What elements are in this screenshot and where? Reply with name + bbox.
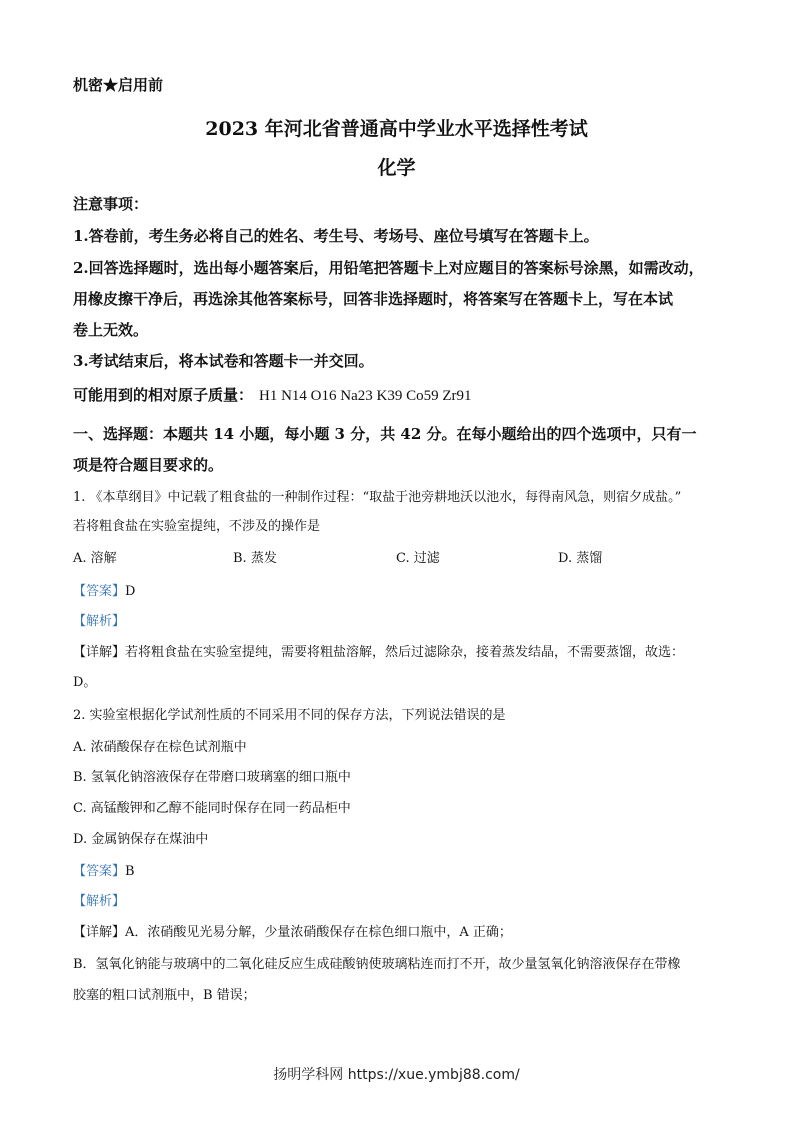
notice-item-2-line-2: 用橡皮擦干净后，再选涂其他答案标号，回答非选择题时，将答案写在答题卡上，写在本试 <box>73 290 674 308</box>
notice-heading: 注意事项： <box>73 195 149 213</box>
subject-title: 化学 <box>377 157 416 179</box>
q2-detail-text: A．浓硝酸见光易分解，少量浓硝酸保存在棕色细口瓶中，A 正确； <box>125 925 512 940</box>
q1-analysis-tag: 【解析】 <box>73 614 126 629</box>
footer-watermark: 扬明学科网 https://xue.ymbj88.com/ <box>273 1067 520 1083</box>
q1-detail-text: 若将粗食盐在实验室提纯，需要将粗盐溶解，然后过滤除杂，接着蒸发结晶，不需要蒸馏，故选： <box>125 645 685 660</box>
atomic-mass-line <box>73 384 472 405</box>
q2-option-d: D. 金属钠保存在煤油中 <box>73 832 209 847</box>
q2-option-b: B. 氢氧化钠溶液保存在带磨口玻璃塞的细口瓶中 <box>73 770 351 785</box>
q2-stem: 2. 实验室根据化学试剂性质的不同采用不同的保存方法，下列说法错误的是 <box>73 708 506 723</box>
notice-item-2-line-3: 卷上无效。 <box>73 321 149 339</box>
q2-analysis-tag: 【解析】 <box>73 894 126 909</box>
q1-option-a: A. 溶解 <box>73 551 117 566</box>
q1-stem-line-1: 1. 《本草纲目》中记载了粗食盐的一种制作过程：“取盐于池旁耕地沃以池水，每得南风急，则宿夕成盐。” <box>73 490 682 505</box>
q1-option-c: C. 过滤 <box>396 551 440 566</box>
q2-option-c: C. 高锰酸钾和乙醇不能同时保存在同一药品柜中 <box>73 801 351 816</box>
section-heading-line-1: 一、选择题：本题共 14 小题，每小题 3 分，共 42 分。在每小题给出的四个选项中，只有一 <box>73 425 697 443</box>
answer-tag: 【答案】 <box>73 584 126 599</box>
notice-item-3: 3.考试结束后，将本试卷和答题卡一并交回。 <box>73 352 374 370</box>
q2-answer <box>73 860 135 879</box>
confidential-label: 机密★启用前 <box>73 76 164 94</box>
atomic-mass-label: 可能用到的相对原子质量： <box>73 386 254 404</box>
q1-answer <box>73 580 135 599</box>
section-heading-line-2: 项是符合题目要求的。 <box>73 456 224 474</box>
answer-tag: 【答案】 <box>73 864 126 879</box>
detail-tag: 【详解】 <box>73 925 126 940</box>
q1-option-d: D. 蒸馏 <box>558 551 603 566</box>
atomic-mass-values: H1 N14 O16 Na23 K39 Co59 Zr91 <box>259 388 472 404</box>
q2-detail-line-1 <box>73 921 512 940</box>
exam-title: 2023 年河北省普通高中学业水平选择性考试 <box>205 118 588 140</box>
notice-item-2-line-1: 2.回答选择题时，选出每小题答案后，用铅笔把答题卡上对应题目的答案标号涂黑，如需改动， <box>73 259 704 277</box>
detail-tag: 【详解】 <box>73 645 126 660</box>
q1-detail-line-1 <box>73 641 684 660</box>
q1-detail-line-2: D。 <box>73 675 97 690</box>
q1-option-b: B. 蒸发 <box>233 551 277 566</box>
q2-detail-line-3: 胶塞的粗口试剂瓶中，B 错误； <box>73 988 256 1003</box>
notice-item-1: 1.答卷前，考生务必将自己的姓名、考生号、考场号、座位号填写在答题卡上。 <box>73 227 599 245</box>
q2-answer-value: B <box>125 864 135 879</box>
q1-stem-line-2: 若将粗食盐在实验室提纯，不涉及的操作是 <box>73 519 321 534</box>
q2-option-a: A. 浓硝酸保存在棕色试剂瓶中 <box>73 740 247 755</box>
q1-answer-value: D <box>125 584 136 599</box>
q2-detail-line-2: B．氢氧化钠能与玻璃中的二氧化硅反应生成硅酸钠使玻璃粘连而打不开，故少量氢氧化钠溶液保存在带橡 <box>73 957 681 972</box>
